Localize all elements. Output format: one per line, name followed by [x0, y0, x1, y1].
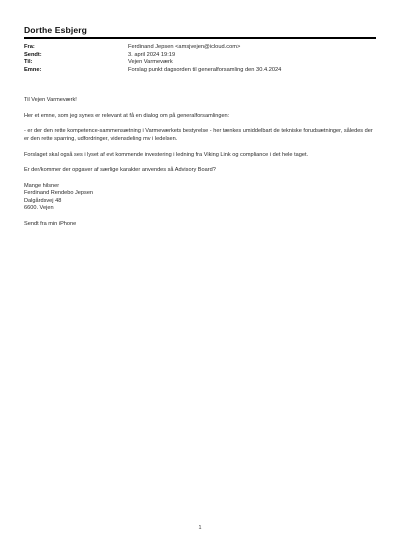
sent-from-note: Sendt fra min iPhone: [24, 221, 77, 228]
body-paragraph-advisory-board: Er der/kommer der opgaver af særlige karakter anvendes så Advisory Board?: [24, 167, 216, 174]
signature-greeting: Mange hilsner: [24, 182, 60, 189]
sender-name-heading: Dorthe Esbjerg: [24, 25, 87, 35]
header-row-sent: [24, 52, 376, 60]
header-value-sent: 3. april 2024 19:19: [128, 51, 176, 58]
signature-street: Dalgårdsvej 48: [24, 197, 62, 204]
header-value-to: Vejen Varmeværk: [128, 59, 173, 66]
signature-block: [24, 183, 376, 213]
header-divider-rule: [24, 37, 376, 39]
body-paragraph-investment: Forslaget skal også ses i lyset af evt kommende investering i ledning fra Viking Link og compliance i det hele taget.: [24, 151, 309, 158]
header-label-subject: Emne:: [24, 66, 42, 73]
header-label-from: Fra:: [24, 44, 35, 50]
body-paragraph-competence: - er der den rette kompetence-sammensætning i Varmeværkets bestyrelse - her tænkes umiddelbart de tekniske forudsætninger, således der er den rette sparring, udfordringer, vidensdeling mv i ledelsen.: [24, 128, 373, 142]
email-header-block: [24, 44, 376, 74]
header-value-subject: Forslag punkt dagsorden til generalforsamling den 30.4.2024: [128, 66, 282, 73]
email-body: [24, 97, 376, 237]
header-value-from: Ferdinand Jepsen <amsjvejen@icloud.com>: [128, 44, 241, 50]
header-label-sent: Sendt:: [24, 51, 42, 58]
body-paragraph-intro: Her et emne, som jeg synes er relevant at få en dialog om på generalforsamlingen:: [24, 112, 230, 119]
body-paragraph-salutation: Til Vejen Varmeværk!: [24, 97, 77, 103]
header-row-to: [24, 59, 376, 67]
header-row-from: [24, 44, 376, 52]
header-label-to: Til:: [24, 59, 33, 66]
signature-city: 6600. Vejen: [24, 205, 54, 212]
header-row-subject: [24, 67, 376, 75]
page-number: 1: [198, 525, 202, 531]
signature-name: Ferdinand Rendebo Jepsen: [24, 190, 94, 197]
